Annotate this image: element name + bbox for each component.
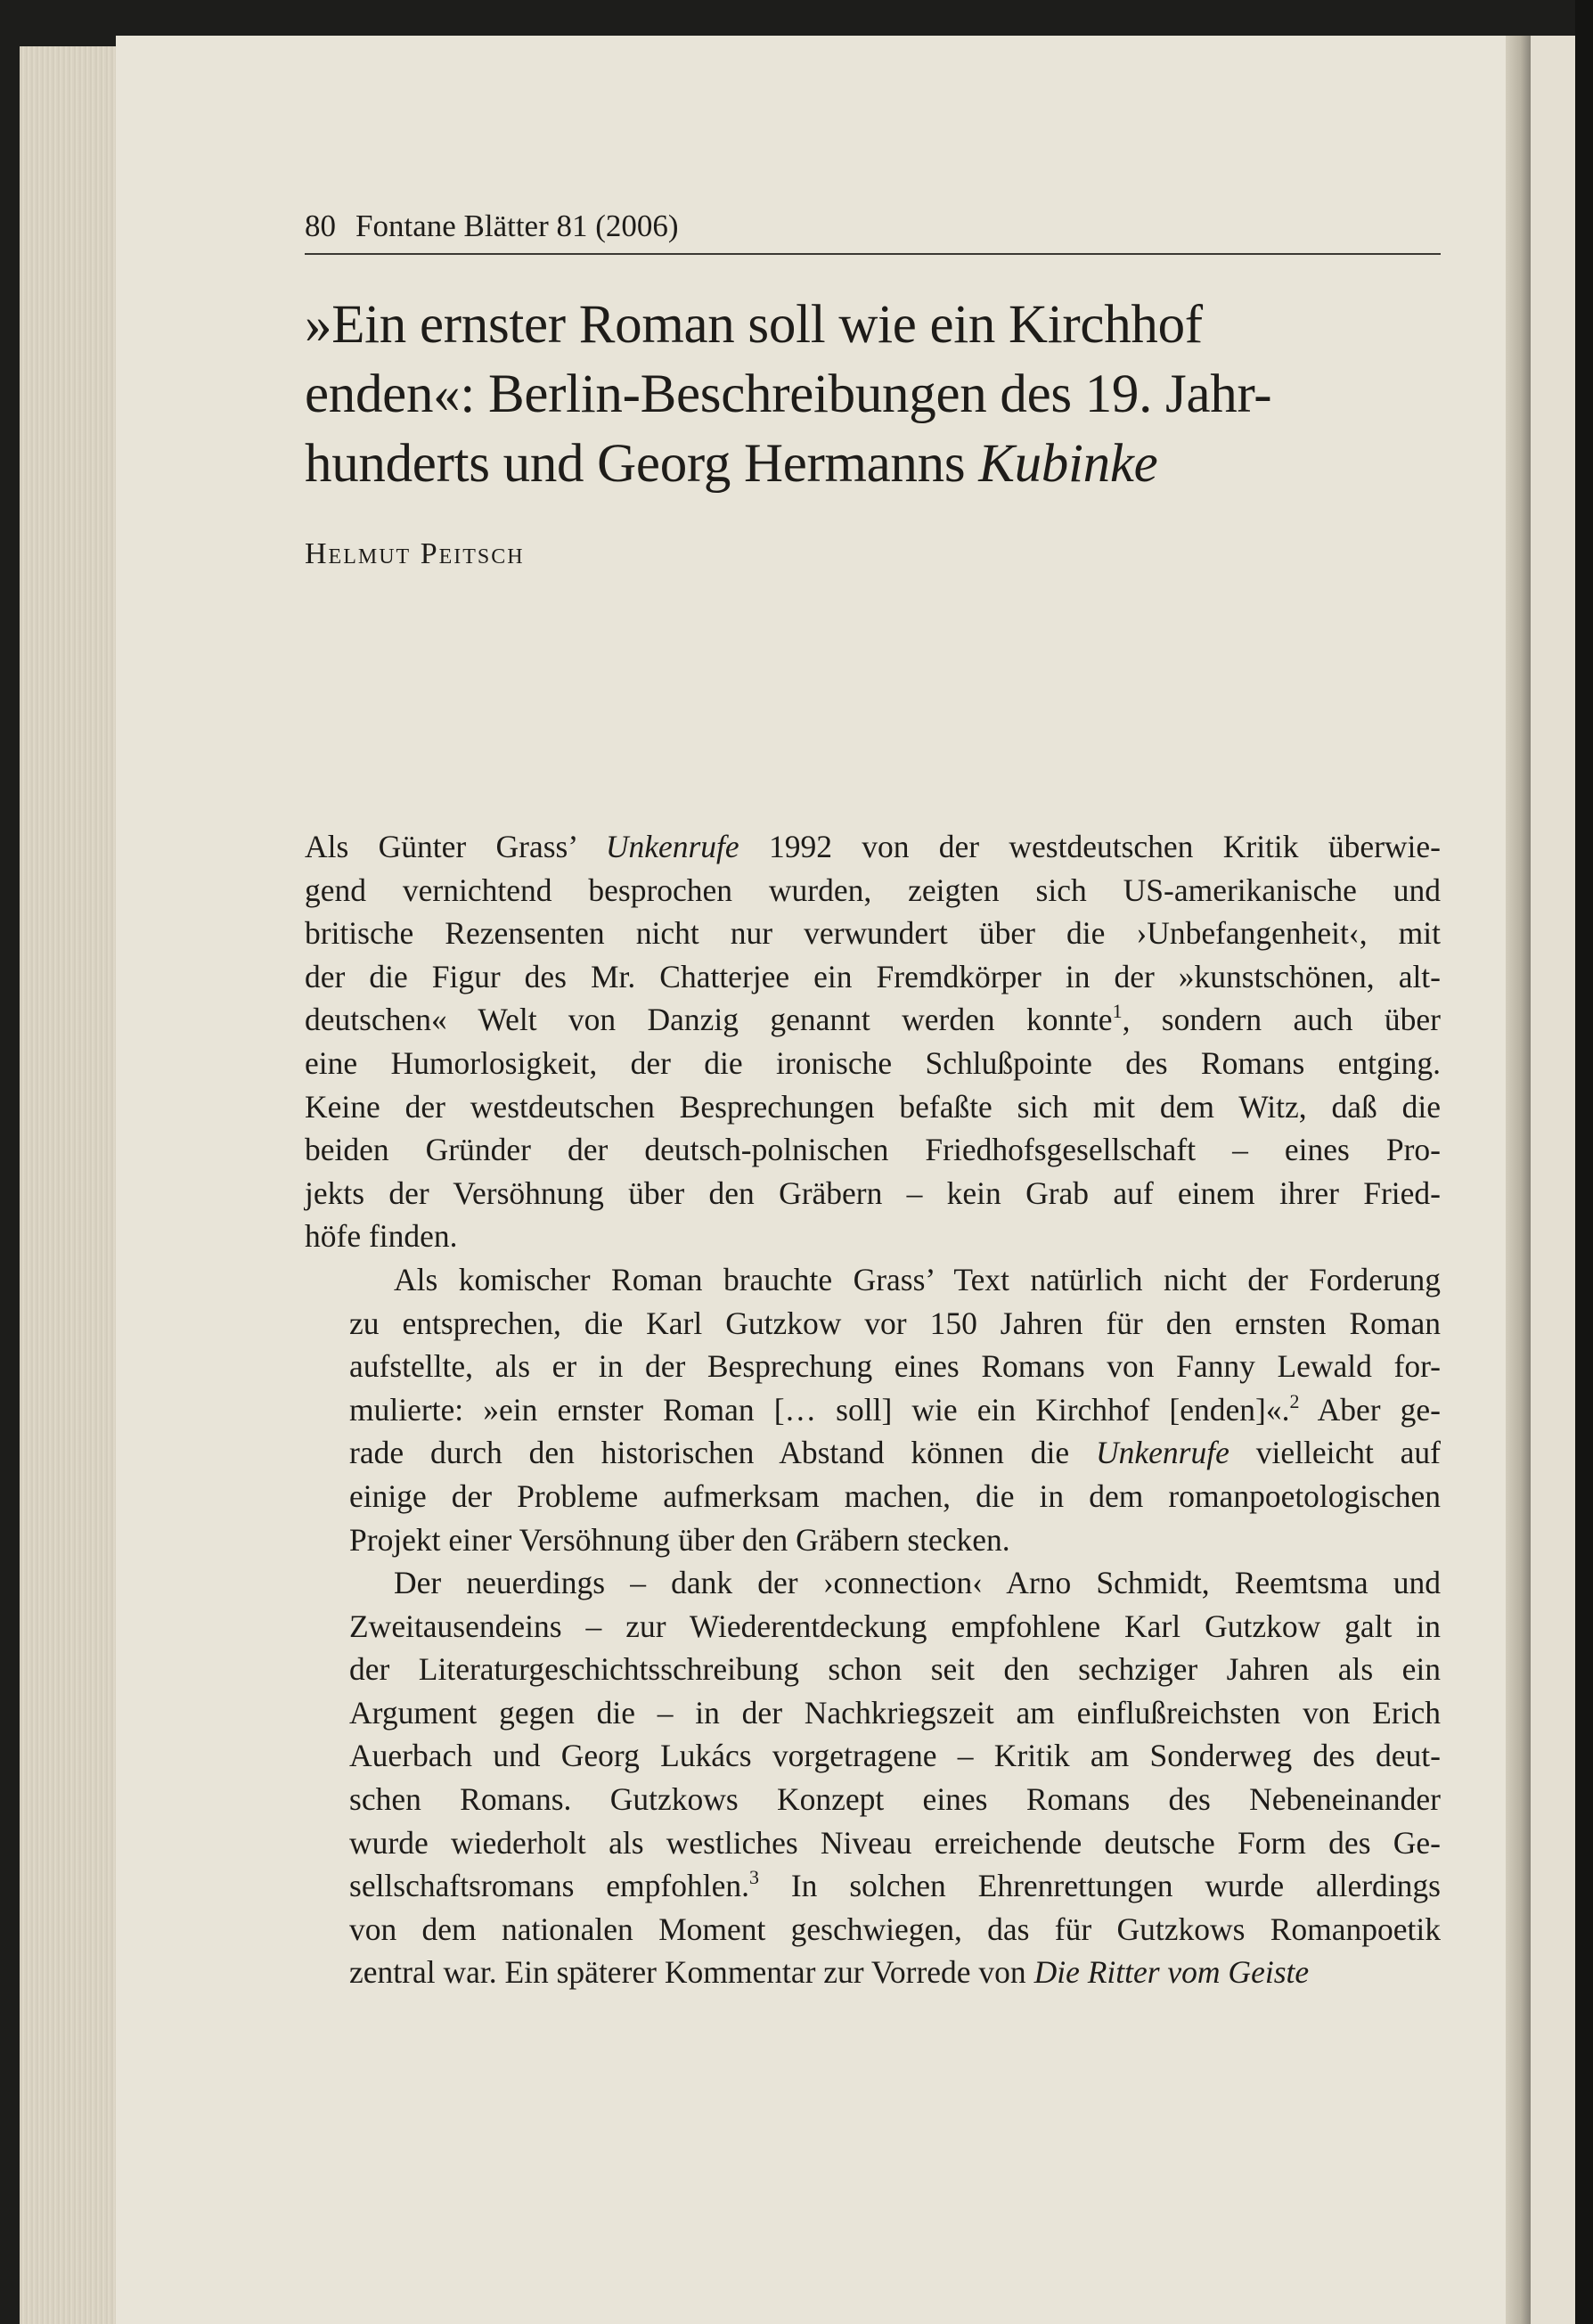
text-run: Argument gegen die – in der Nachkriegszeit am einflußreichsten von Erich: [349, 1694, 1441, 1731]
text-run: zentral war. Ein späterer Kommentar zur Vorrede von: [349, 1954, 1034, 1991]
text-line: [305, 1388, 1441, 1432]
italic-title: Unkenrufe: [1096, 1435, 1229, 1471]
title-line-3-text: hunderts und Georg Hermanns: [305, 434, 979, 494]
journal-title: Fontane Blätter 81 (2006): [355, 209, 679, 243]
text-run: rade durch den historischen Abstand können die: [349, 1435, 1097, 1471]
text-line: [305, 1518, 1441, 1562]
text-line: [305, 1258, 1441, 1302]
facing-page-edge: [1531, 36, 1575, 2324]
text-line: [305, 955, 1441, 999]
text-run: , sondern auch über: [1122, 1002, 1441, 1038]
text-line: [305, 1951, 1441, 1994]
text-run: aufstellte, als er in der Besprechung eines Romans von Fanny Lewald for-: [349, 1348, 1441, 1385]
background-top: [0, 0, 1593, 36]
italic-title: Unkenrufe: [605, 829, 739, 864]
text-line: [305, 1648, 1441, 1691]
text-run: einige der Probleme aufmerksam machen, die in dem romanpoetologischen: [349, 1477, 1441, 1514]
text-line: [305, 1431, 1441, 1475]
text-run: Projekt einer Versöhnung über den Gräbern stecken.: [349, 1521, 1010, 1558]
text-run: Keine der westdeutschen Besprechungen befaßte sich mit dem Witz, daß die: [305, 1088, 1441, 1125]
page-number: 80: [305, 209, 336, 243]
text-run: zu entsprechen, die Karl Gutzkow vor 150 Jahren für den ernsten Roman: [349, 1305, 1441, 1341]
page-content: [305, 205, 1441, 1994]
text-run: Auerbach und Georg Lukács vorgetragene – Kritik am Sonderweg des deut-: [349, 1738, 1441, 1774]
text-line: [305, 1128, 1441, 1172]
article-body: [305, 825, 1441, 1994]
article-title: [305, 290, 1441, 499]
text-run: wurde wiederholt als westliches Niveau erreichende deutsche Form des Ge-: [349, 1824, 1441, 1861]
text-run: der Literaturgeschichtsschreibung schon seit den sechziger Jahren als ein: [349, 1651, 1441, 1688]
footnote-marker: 1: [1112, 1000, 1123, 1023]
footnote-marker: 3: [748, 1866, 759, 1889]
text-line: [305, 1734, 1441, 1778]
text-run: Zweitausendeins – zur Wiederentdeckung empfohlene Karl Gutzkow galt in: [349, 1608, 1441, 1644]
title-italic-work: Kubinke: [978, 434, 1158, 494]
text-run: eine Humorlosigkeit, der die ironische Schlußpointe des Romans entging.: [305, 1044, 1441, 1081]
text-run: sellschaftsromans empfohlen.: [349, 1868, 749, 1904]
text-line: [305, 912, 1441, 955]
text-run: gend vernichtend besprochen wurden, zeigten sich US-amerikanische und: [305, 872, 1441, 908]
text-line: [305, 869, 1441, 912]
text-run: höfe finden.: [305, 1218, 458, 1255]
running-head: [305, 205, 1441, 255]
text-run: mulierte: »ein ernster Roman [… soll] wie ein Kirchhof [enden]«.: [349, 1391, 1290, 1428]
text-run: Als Günter Grass’: [305, 829, 606, 864]
text-run: Der neuerdings – dank der ›connection‹ Arno Schmidt, Reemtsma und: [394, 1565, 1441, 1601]
author-name: Helmut Peitsch: [305, 537, 525, 570]
text-run: 1992 von der westdeutschen Kritik überwie-: [739, 829, 1441, 864]
text-line: [305, 1085, 1441, 1129]
text-run: Aber ge-: [1299, 1391, 1441, 1428]
text-line: [305, 1908, 1441, 1952]
text-run: von dem nationalen Moment geschwiegen, das für Gutzkows Romanpoetik: [349, 1911, 1441, 1947]
text-line: [305, 1215, 1441, 1258]
text-run: Als komischer Roman brauchte Grass’ Text natürlich nicht der Forderung: [394, 1261, 1441, 1297]
text-run: deutschen« Welt von Danzig genannt werden konnte: [305, 1002, 1113, 1038]
text-line: [305, 825, 1441, 869]
title-line-1: »Ein ernster Roman soll wie ein Kirchhof: [305, 295, 1203, 355]
page-gutter: [1506, 36, 1531, 2324]
text-line: [305, 1778, 1441, 1821]
text-run: schen Romans. Gutzkows Konzept eines Romans des Nebeneinander: [349, 1781, 1441, 1818]
text-run: britische Rezensenten nicht nur verwundert über die ›Unbefangenheit‹, mit: [305, 915, 1441, 952]
text-run: der die Figur des Mr. Chatterjee ein Fremdkörper in der »kunstschönen, alt-: [305, 958, 1441, 994]
paragraph: [305, 1561, 1441, 1994]
book-spine: [1575, 0, 1593, 2324]
text-line: [305, 1561, 1441, 1605]
text-line: [305, 1691, 1441, 1735]
text-run: In solchen Ehrenrettungen wurde allerdings: [758, 1868, 1441, 1904]
text-line: [305, 1042, 1441, 1085]
title-line-2: enden«: Berlin-Beschreibungen des 19. Jahr-: [305, 364, 1272, 424]
footnote-marker: 2: [1289, 1389, 1300, 1412]
text-line: [305, 1345, 1441, 1388]
text-run: vielleicht auf: [1229, 1435, 1441, 1471]
text-run: jekts der Versöhnung über den Gräbern – kein Grab auf einem ihrer Fried-: [305, 1174, 1441, 1211]
paragraph: [305, 825, 1441, 1258]
text-line: [305, 1821, 1441, 1865]
text-line: [305, 1172, 1441, 1215]
text-line: [305, 998, 1441, 1042]
text-run: beiden Gründer der deutsch-polnischen Friedhofsgesellschaft – eines Pro-: [305, 1132, 1441, 1168]
paragraph: [305, 1258, 1441, 1561]
title-line-3: [305, 430, 1441, 499]
text-line: [305, 1302, 1441, 1346]
text-line: [305, 1605, 1441, 1649]
text-line: [305, 1475, 1441, 1518]
italic-title: Die Ritter vom Geiste: [1033, 1954, 1310, 1991]
text-line: [305, 1864, 1441, 1908]
